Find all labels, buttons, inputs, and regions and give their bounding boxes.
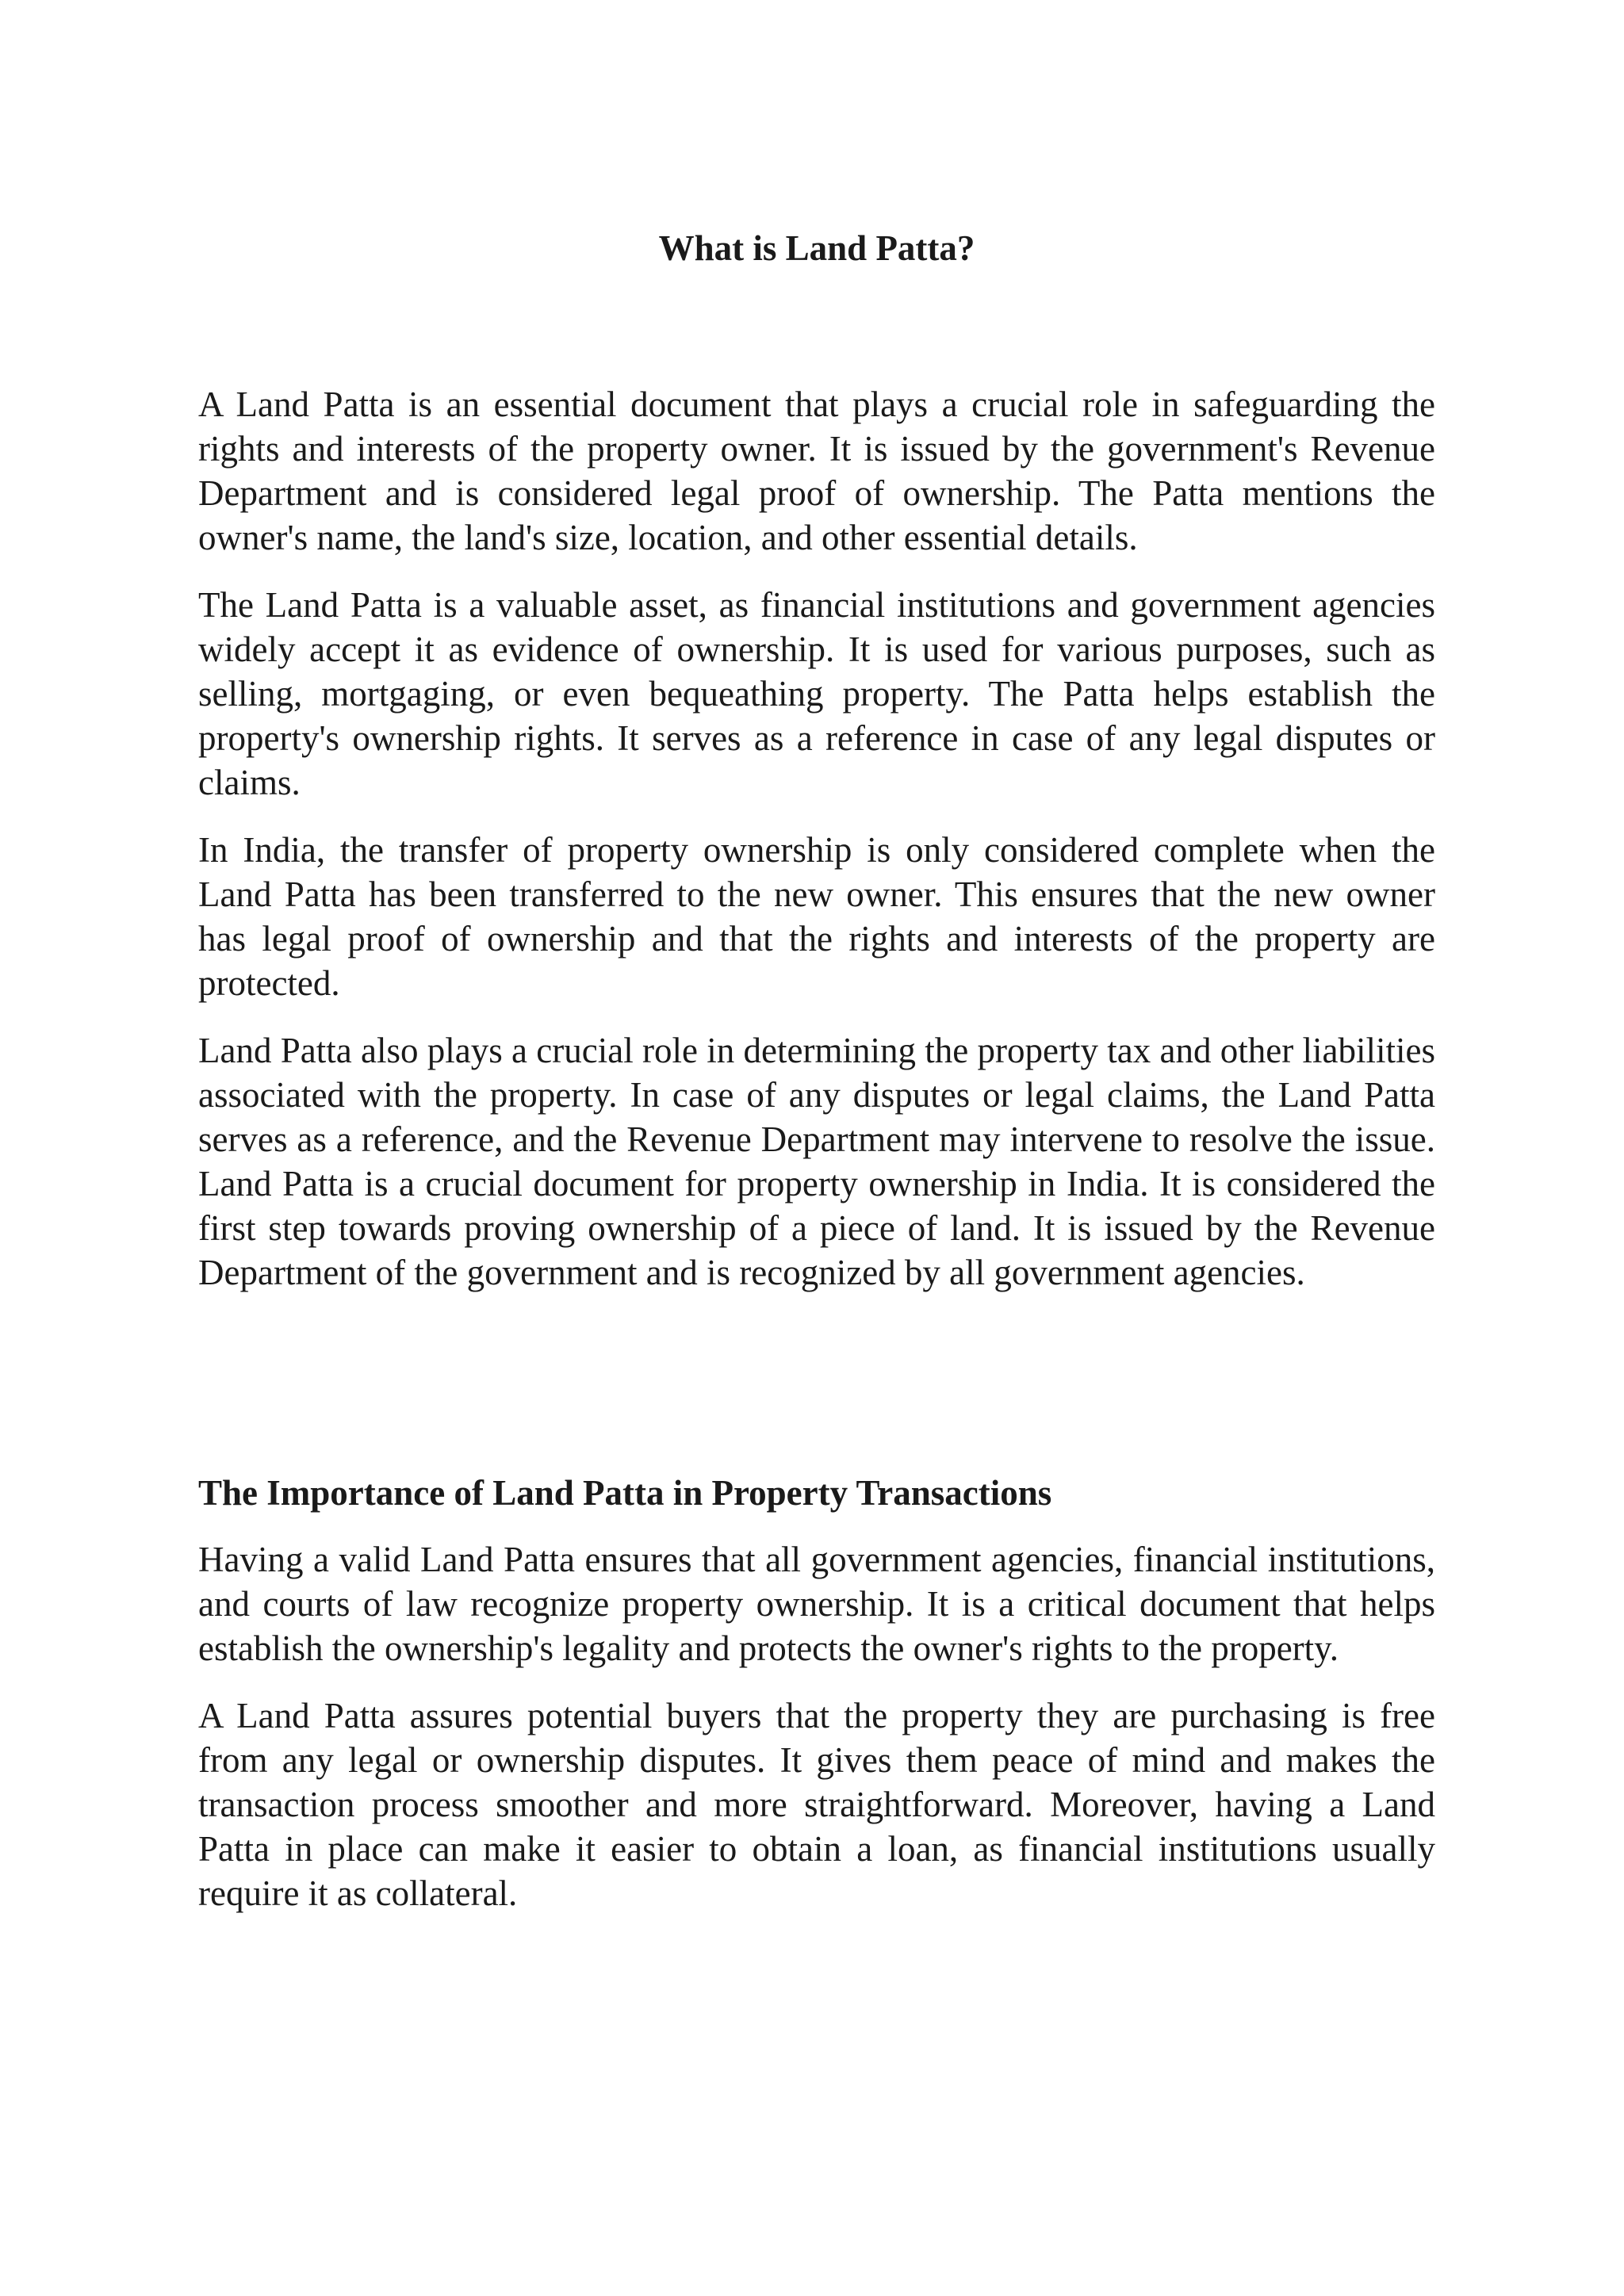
paragraph: Having a valid Land Patta ensures that all government agencies, financial institutions, and courts of law recognize property ownership. It is a critical document that helps establish the ownership's legality and protects the owner's rights to the property. [198, 1540, 1435, 1668]
section-importance [198, 1471, 1435, 1938]
section-heading: The Importance of Land Patta in Property Transactions [198, 1473, 1052, 1513]
paragraph: In India, the transfer of property ownership is only considered complete when the Land Patta has been transferred to the new owner. This ensures that the new owner has legal proof of ownership and that the rights and interests of the property are protected. [198, 830, 1435, 1003]
page-title: What is Land Patta? [658, 228, 975, 268]
paragraph: A Land Patta is an essential document that plays a crucial role in safeguarding the rights and interests of the property owner. It is issued by the government's Revenue Department and is considered legal proof of ownership. The Patta mentions the owner's name, the land's size, location, and other essential details. [198, 385, 1435, 557]
paragraph: The Land Patta is a valuable asset, as financial institutions and government agencies widely accept it as evidence of ownership. It is used for various purposes, such as selling, mortgaging, or even bequeathing property. The Patta helps establish the property's ownership rights. It serves as a reference in case of any legal disputes or claims. [198, 585, 1435, 802]
section-intro [198, 382, 1435, 1318]
paragraph: Land Patta also plays a crucial role in determining the property tax and other liabilities associated with the property. In case of any disputes or legal claims, the Land Patta serves as a reference, and the Revenue Department may intervene to resolve the issue. Land Patta is a crucial document for property ownership in India. It is considered the first step towards proving ownership of a piece of land. It is issued by the Revenue Department of the government and is recognized by all government agencies. [198, 1031, 1435, 1292]
paragraph: A Land Patta assures potential buyers that the property they are purchasing is free from any legal or ownership disputes. It gives them peace of mind and makes the transaction process smoother and more straightforward. Moreover, having a Land Patta in place can make it easier to obtain a loan, as financial institutions usually require it as collateral. [198, 1696, 1435, 1913]
